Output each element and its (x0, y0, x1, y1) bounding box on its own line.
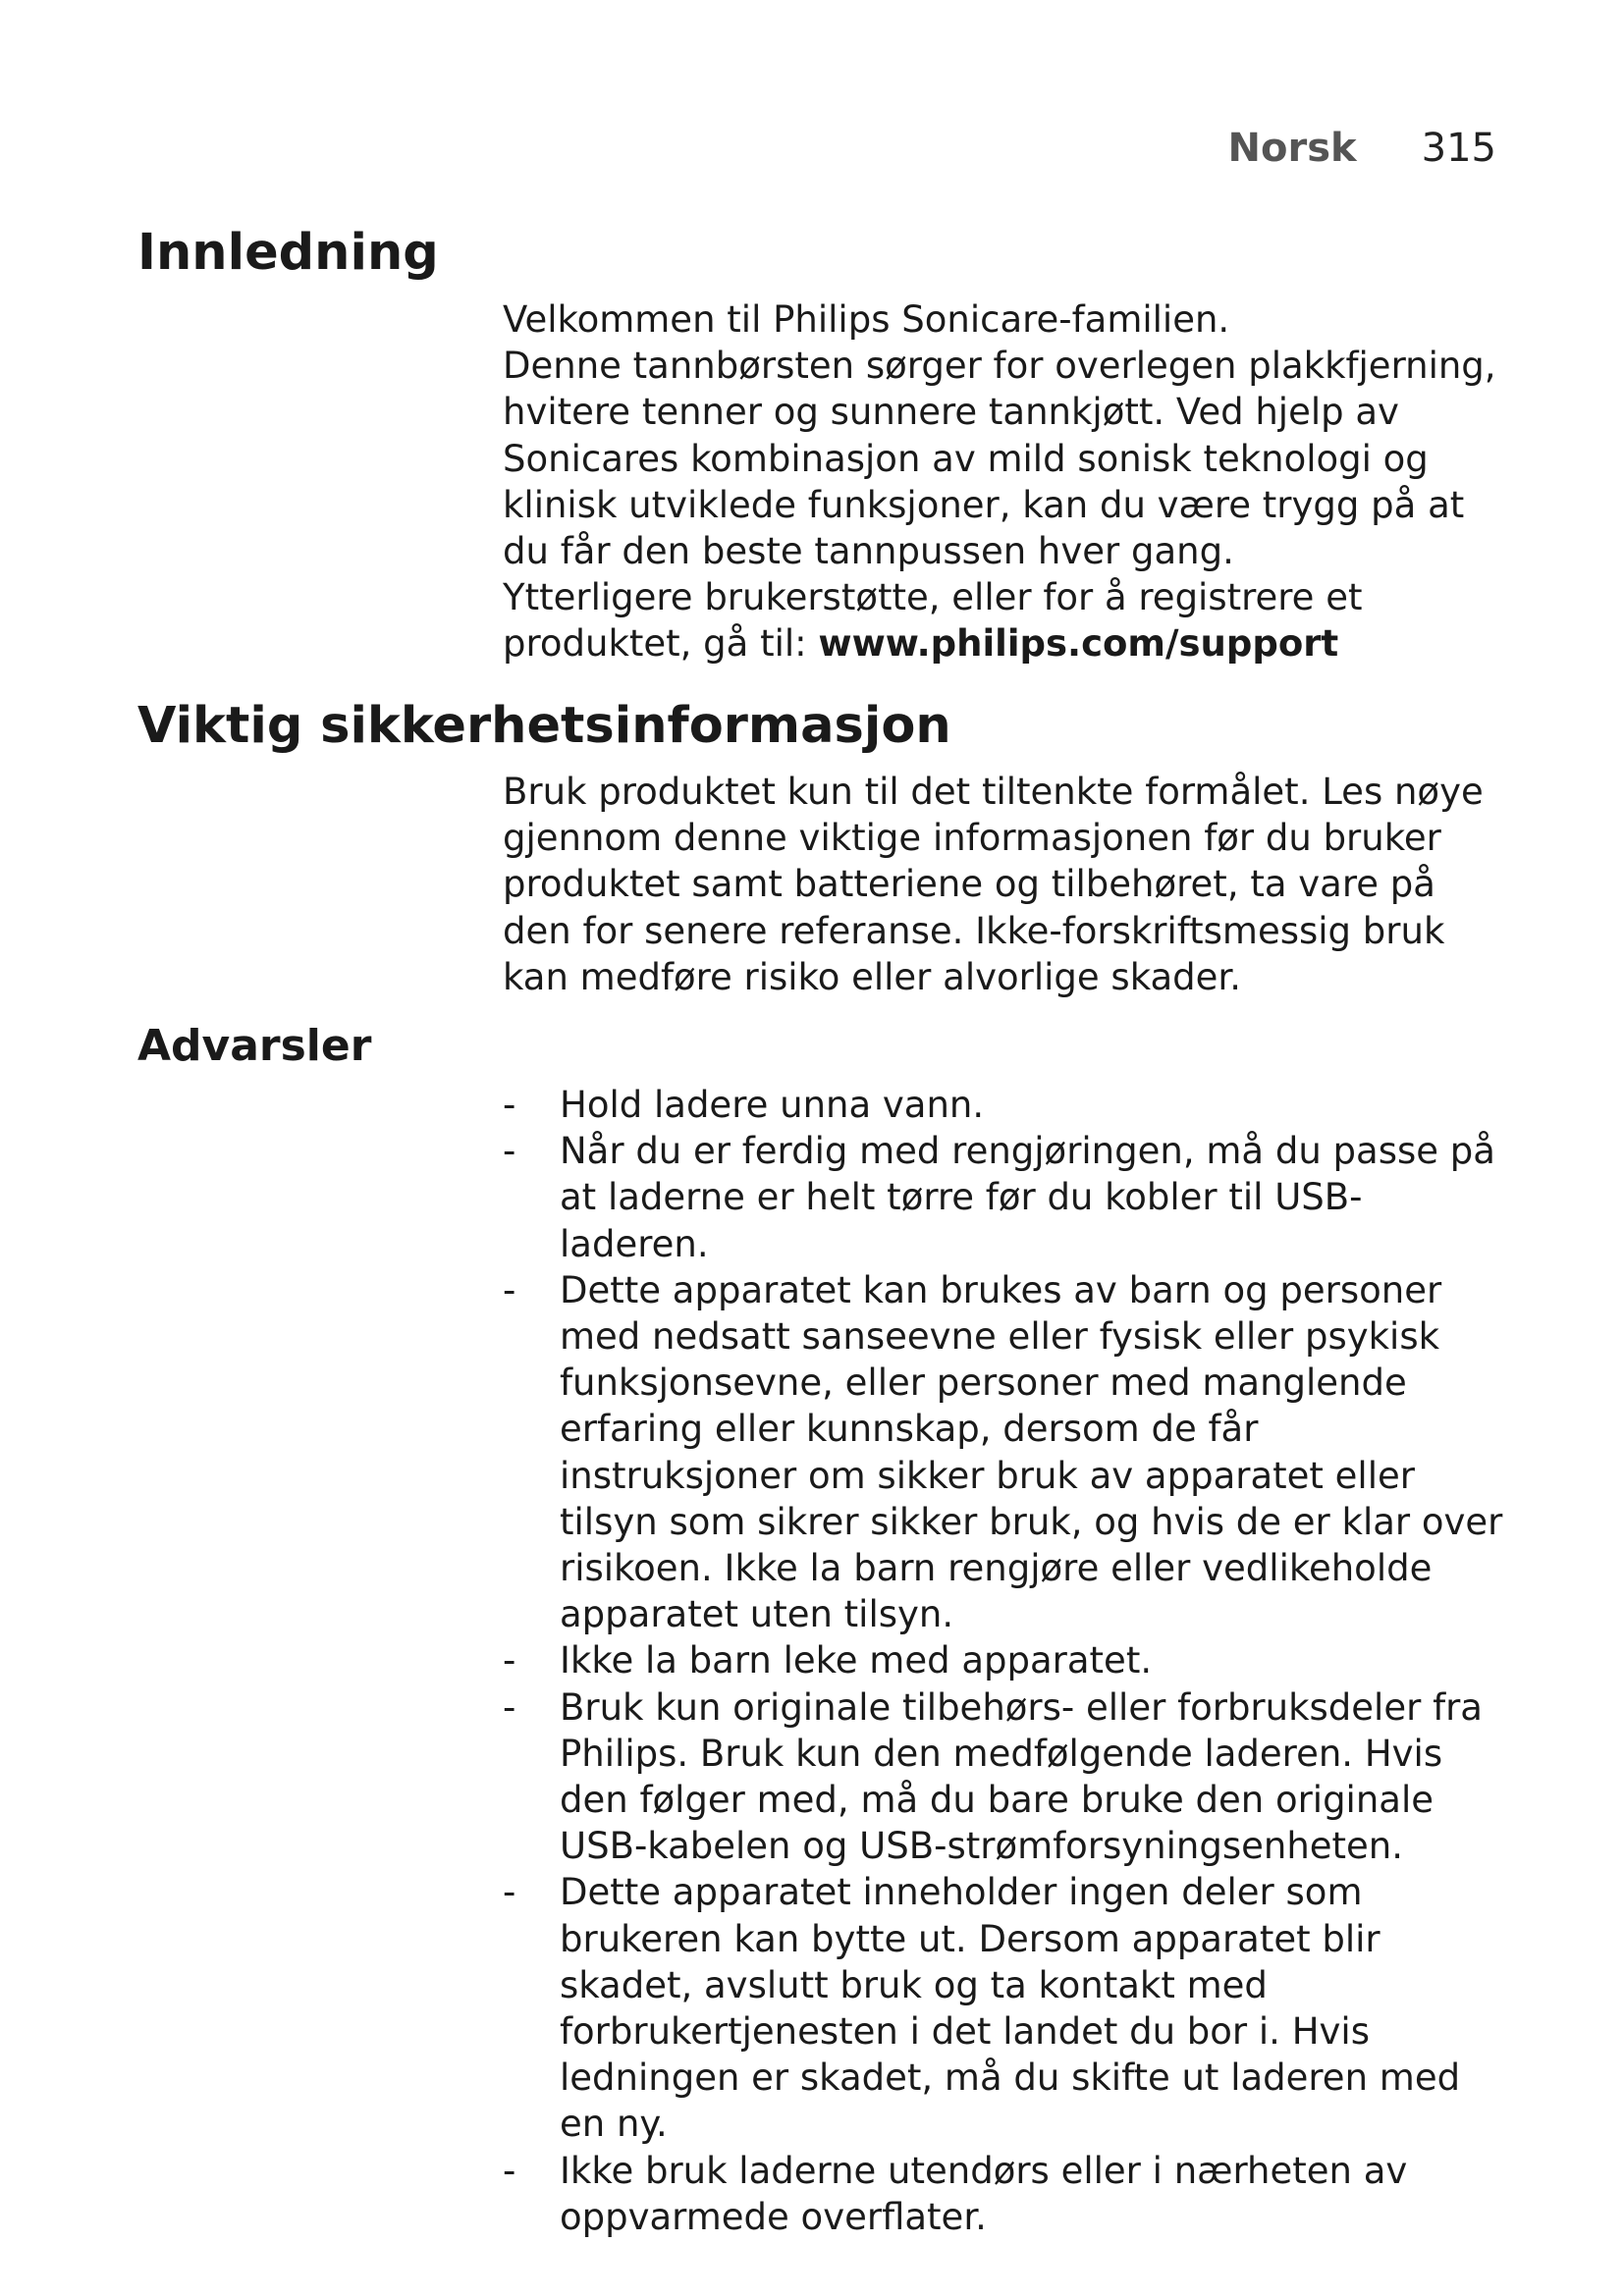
support-text: Ytterligere brukerstøtte, eller for å registrere et produktet, gå til: (503, 576, 1363, 666)
warning-text: Når du er ferdig med rengjøringen, må du passe på at laderne er helt tørre før du kobler til USB-laderen. (560, 1130, 1495, 1265)
safety-body (503, 769, 1504, 1000)
warning-item (503, 1267, 1504, 1638)
warning-text: Ikke la barn leke med apparatet. (560, 1639, 1153, 1682)
warning-item (503, 1082, 1504, 1128)
warnings-list (503, 1082, 1504, 2240)
warning-text: Dette apparatet kan brukes av barn og personer med nedsatt sanseevne eller fysisk eller psykisk funksjonsevne, eller personer med manglende erfaring eller kunnskap, dersom de får instruksjoner om sikker bruk av apparatet eller tilsyn som sikrer sikker bruk, og hvis de er klar over risikoen. Ikke la barn rengjøre eller vedlikeholde apparatet uten tilsyn. (560, 1268, 1503, 1636)
intro-paragraph: Denne tannbørsten sørger for overlegen plakkfjerning, hvitere tenner og sunnere tannkjøtt. Ved hjelp av Sonicares kombinasjon av mild sonisk teknologi og klinisk utviklede funksjoner, kan du være trygg på at du får den beste tannpussen hver gang. (503, 345, 1496, 573)
warning-item (503, 1869, 1504, 2147)
safety-heading: Viktig sikkerhetsinformasjon (137, 697, 951, 755)
dash-bullet: - (503, 1084, 516, 1126)
page-header (1228, 126, 1496, 171)
warning-item (503, 1637, 1504, 1683)
warning-text: Dette apparatet inneholder ingen deler som brukeren kan bytte ut. Dersom apparatet blir skadet, avslutt bruk og ta kontakt med forbrukertjenesten i det landet du bor i. Hvis ledningen er skadet, må du skifte ut laderen med en ny. (560, 1871, 1461, 2146)
warnings-heading: Advarsler (137, 1021, 372, 1071)
dash-bullet: - (503, 1685, 516, 1729)
language-label: Norsk (1227, 126, 1357, 171)
support-paragraph (503, 574, 1504, 667)
intro-heading: Innledning (137, 224, 439, 282)
dash-bullet: - (503, 1268, 516, 1311)
warning-text: Ikke bruk laderne utendørs eller i nærheten av oppvarmede overflater. (560, 2149, 1408, 2238)
support-link[interactable]: www.philips.com/support (818, 622, 1339, 666)
intro-paragraph: Velkommen til Philips Sonicare-familien. (503, 298, 1230, 341)
dash-bullet: - (503, 2149, 516, 2192)
warnings-body (503, 1082, 1504, 2240)
warning-item (503, 2148, 1504, 2240)
warning-item (503, 1684, 1504, 1870)
page-number: 315 (1421, 126, 1496, 171)
warning-item (503, 1128, 1504, 1267)
dash-bullet: - (503, 1871, 516, 1914)
dash-bullet: - (503, 1130, 516, 1173)
dash-bullet: - (503, 1639, 516, 1682)
safety-paragraph: Bruk produktet kun til det tiltenkte formålet. Les nøye gjennom denne viktige informasjonen før du bruker produktet samt batteriene og tilbehøret, ta vare på den for senere referanse. Ikke-forskriftsmessig bruk kan medføre risiko eller alvorlige skader. (503, 771, 1484, 998)
warning-text: Hold ladere unna vann. (560, 1084, 985, 1126)
intro-body (503, 296, 1504, 667)
warning-text: Bruk kun originale tilbehørs- eller forbruksdeler fra Philips. Bruk kun den medfølgende laderen. Hvis den følger med, må du bare bruke den originale USB-kabelen og USB-strømforsyningsenheten. (560, 1685, 1483, 1868)
